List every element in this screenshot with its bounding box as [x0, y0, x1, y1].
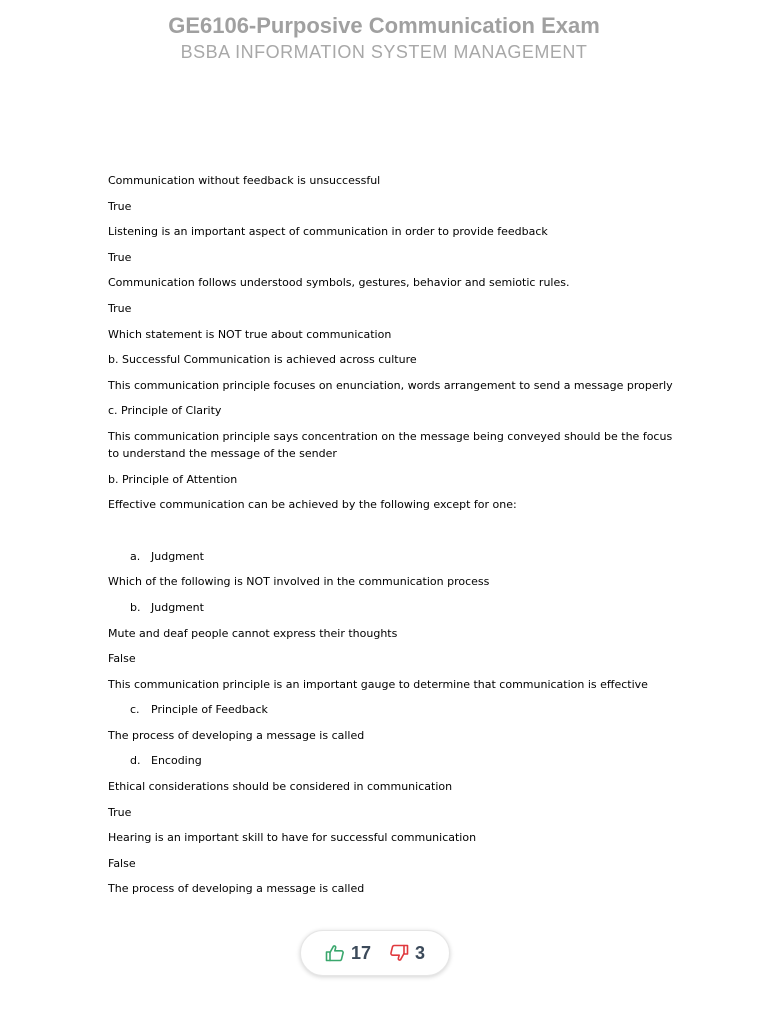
answer-line: c. Principle of Clarity — [108, 404, 222, 418]
vote-bar — [300, 930, 450, 976]
option-text: Judgment — [151, 549, 204, 563]
answer-option — [108, 548, 680, 565]
document-subtitle: BSBA INFORMATION SYSTEM MANAGEMENT — [180, 42, 588, 62]
question-line: Effective communication can be achieved by the following except for one: — [108, 498, 517, 512]
downvote-count: 3 — [415, 942, 426, 963]
answer-line: False — [108, 652, 136, 666]
upvote-button[interactable] — [325, 943, 371, 964]
question-line: Communication follows understood symbols, gestures, behavior and semiotic rules. — [108, 276, 570, 290]
question-line: The process of developing a message is called — [108, 882, 365, 896]
answer-line: True — [108, 199, 132, 213]
question-line: Which of the following is NOT involved in the communication process — [108, 575, 490, 589]
option-letter: b. — [130, 600, 141, 614]
question-line: Hearing is an important skill to have for successful communication — [108, 831, 477, 845]
question-line: Mute and deaf people cannot express their thoughts — [108, 626, 398, 640]
option-text: Principle of Feedback — [151, 703, 268, 717]
question-line: Ethical considerations should be considered in communication — [108, 780, 453, 794]
thumbs-down-icon — [389, 944, 409, 962]
option-text: Judgment — [151, 600, 204, 614]
answer-line: b. Successful Communication is achieved across culture — [108, 353, 417, 367]
upvote-count: 17 — [350, 942, 371, 963]
document-body — [108, 172, 680, 906]
document-title: GE6106-Purposive Communication Exam — [168, 13, 600, 38]
option-letter: c. — [130, 703, 140, 717]
answer-line: True — [108, 301, 132, 315]
downvote-button[interactable] — [389, 943, 425, 964]
question-line: Communication without feedback is unsuccessful — [108, 174, 381, 187]
answer-line: True — [108, 805, 132, 819]
question-line: Listening is an important aspect of communication in order to provide feedback — [108, 225, 548, 239]
question-line: This communication principle says concentration on the message being conveyed should be the focus to understand the message of the sender — [108, 429, 673, 460]
answer-line: b. Principle of Attention — [108, 472, 238, 486]
option-letter: a. — [130, 549, 141, 563]
question-line: Which statement is NOT true about communication — [108, 327, 392, 341]
answer-option — [108, 701, 680, 718]
answer-line: True — [108, 250, 132, 264]
answer-line: False — [108, 856, 136, 870]
option-letter: d. — [130, 754, 141, 768]
question-line: The process of developing a message is called — [108, 728, 365, 742]
thumbs-up-icon — [325, 944, 345, 962]
answer-option — [108, 599, 680, 616]
option-text: Encoding — [151, 754, 202, 768]
question-line: This communication principle is an important gauge to determine that communication is effective — [108, 677, 648, 691]
question-line: This communication principle focuses on enunciation, words arrangement to send a message properly — [108, 378, 673, 392]
document-header — [0, 12, 768, 64]
answer-option — [108, 752, 680, 769]
